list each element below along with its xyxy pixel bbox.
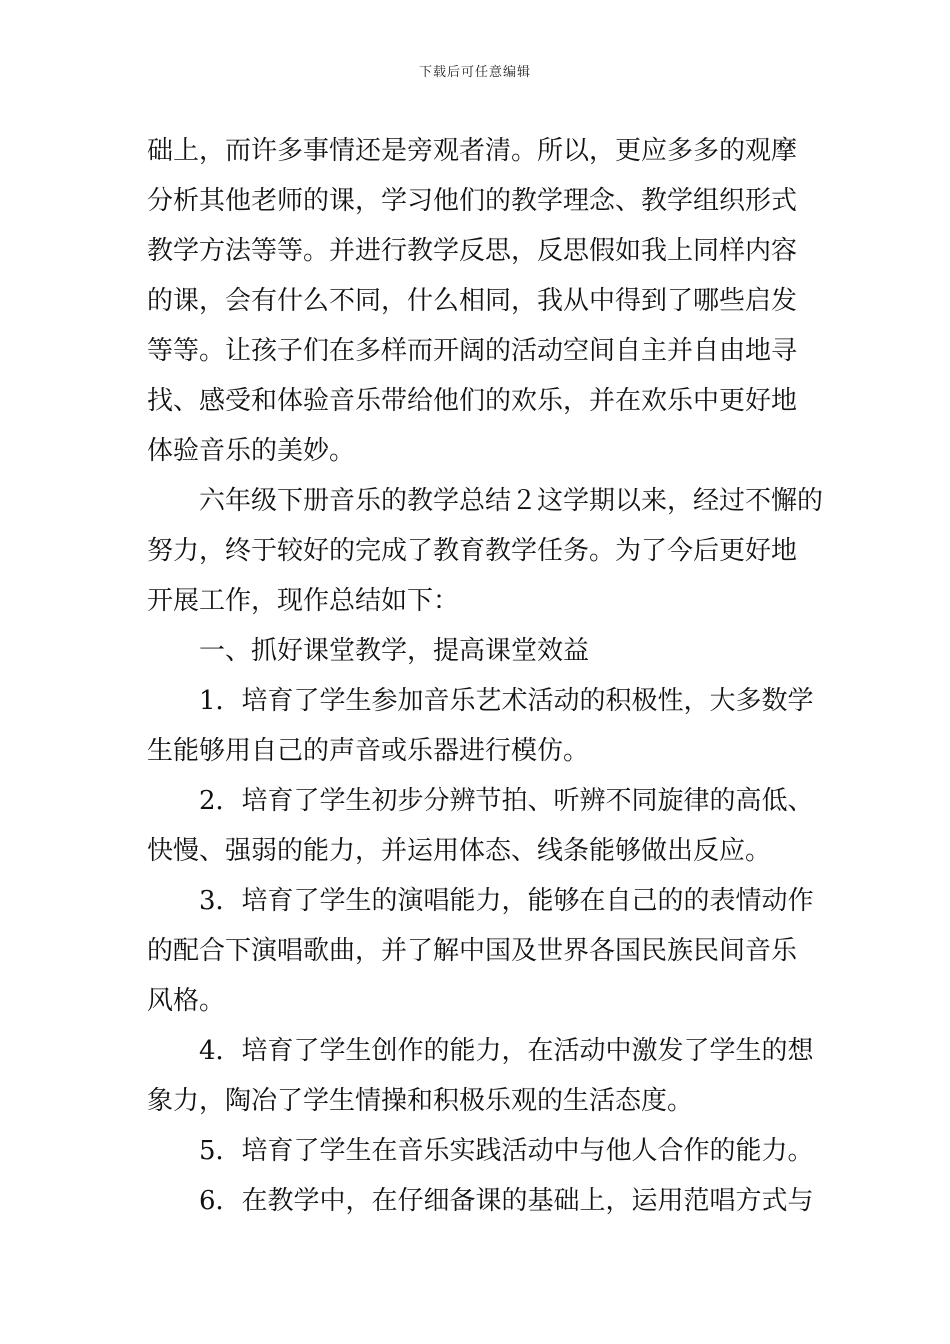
text-line: 教学方法等等。并进行教学反思，反思假如我上同样内容 (147, 236, 798, 266)
text-line: 生能够用自己的声音或乐器进行模仿。 (147, 736, 590, 766)
text-line: 开展工作，现作总结如下： (147, 586, 460, 616)
list-item-1-line: 1．培育了学生参加音乐艺术活动的积极性，大多数学 (199, 686, 814, 716)
text-line: 快慢、强弱的能力，并运用体态、线条能够做出反应。 (147, 836, 772, 866)
text-line: 分析其他老师的课，学习他们的教学理念、教学组织形式 (147, 186, 798, 216)
document-body (147, 126, 824, 1226)
list-item-3-line: 3．培育了学生的演唱能力，能够在自己的的表情动作 (199, 886, 814, 916)
section-heading: 一、抓好课堂教学，提高课堂效益 (199, 636, 590, 666)
text-line: 的课，会有什么不同，什么相同，我从中得到了哪些启发 (147, 286, 798, 316)
list-item-4-line: 4．培育了学生创作的能力，在活动中激发了学生的想 (199, 1036, 814, 1066)
text-line: 础上，而许多事情还是旁观者清。所以，更应多多的观摩 (147, 136, 798, 166)
text-line: 体验音乐的美妙。 (147, 436, 356, 466)
text-line: 象力，陶冶了学生情操和积极乐观的生活态度。 (147, 1086, 694, 1116)
text-line: 找、感受和体验音乐带给他们的欢乐，并在欢乐中更好地 (147, 386, 798, 416)
paragraph-start-line: 六年级下册音乐的教学总结２这学期以来，经过不懈的 (199, 486, 824, 516)
text-line: 等等。让孩子们在多样而开阔的活动空间自主并自由地寻 (147, 336, 798, 366)
list-item-2-line: 2．培育了学生初步分辨节拍、听辨不同旋律的高低、 (199, 786, 814, 816)
text-line: 努力，终于较好的完成了教育教学任务。为了今后更好地 (147, 536, 798, 566)
text-line: 风格。 (147, 986, 226, 1016)
list-item-5-line: 5．培育了学生在音乐实践活动中与他人合作的能力。 (199, 1136, 814, 1166)
text-line: 的配合下演唱歌曲，并了解中国及世界各国民族民间音乐 (147, 936, 798, 966)
page-header: 下载后可任意编辑 (418, 65, 531, 80)
list-item-6-line: 6．在教学中，在仔细备课的基础上，运用范唱方式与 (199, 1186, 814, 1216)
